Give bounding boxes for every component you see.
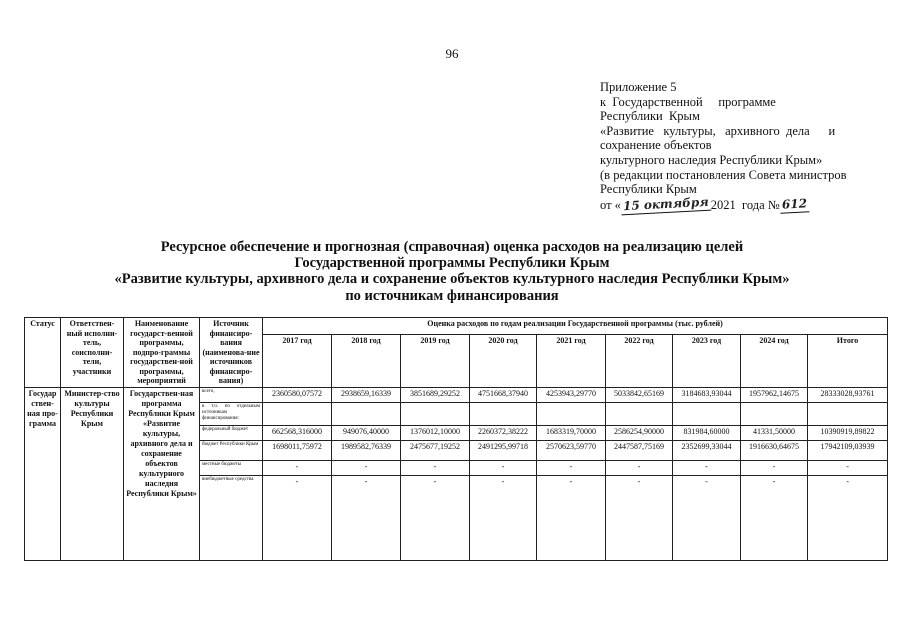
source-cell: федеральный бюджет [200, 425, 263, 440]
value-cell: 2475677,19252 [401, 440, 470, 460]
empty-cell [332, 402, 401, 425]
source-cell: бюджет Республики Крым [200, 440, 263, 460]
appendix-line: к Государственной программе [600, 94, 776, 109]
date-year: 2021 года № [710, 197, 780, 212]
header-status: Статус [25, 318, 61, 388]
source-cell: местные бюджеты [200, 460, 263, 475]
value-cell: 2360580,07572 [263, 387, 332, 402]
handwritten-number: 612 [779, 196, 809, 213]
source-cell: в т.ч. по отдельным источникам финансирования: [200, 402, 263, 425]
value-cell: 949076,40000 [332, 425, 401, 440]
header-responsible: Ответствен-ный исполни-тель, соисполни-тели, участники [61, 318, 124, 388]
empty-cell [673, 402, 741, 425]
value-cell: 831984,60000 [673, 425, 741, 440]
value-cell: 4751668,37940 [470, 387, 537, 402]
value-cell: - [470, 460, 537, 475]
value-cell: 2491295,99718 [470, 440, 537, 460]
header-year: 2019 год [401, 334, 470, 387]
value-cell: 1698011,75972 [263, 440, 332, 460]
value-cell: 10390919,89822 [808, 425, 888, 440]
header-year: 2024 год [741, 334, 808, 387]
value-cell: 28333028,93761 [808, 387, 888, 402]
appendix-line: Республики Крым [600, 182, 697, 197]
value-cell: 1989582,76339 [332, 440, 401, 460]
value-cell: 4253943,29770 [537, 387, 606, 402]
header-year: 2020 год [470, 334, 537, 387]
value-cell: - [263, 475, 332, 560]
empty-cell [470, 402, 537, 425]
value-cell: - [263, 460, 332, 475]
value-cell: - [401, 475, 470, 560]
value-cell: - [606, 460, 673, 475]
value-cell: - [741, 460, 808, 475]
value-cell: - [741, 475, 808, 560]
value-cell: - [606, 475, 673, 560]
value-cell: - [470, 475, 537, 560]
value-cell: - [332, 475, 401, 560]
value-cell: 41331,50000 [741, 425, 808, 440]
value-cell: - [808, 475, 888, 560]
value-cell: 3851689,29252 [401, 387, 470, 402]
responsible-cell: Министер-ство культуры Республики Крым [61, 387, 124, 560]
source-cell: всего, [200, 387, 263, 402]
appendix-line: (в редакции постановления Совета министров [600, 167, 847, 182]
value-cell: 1916630,64675 [741, 440, 808, 460]
page-number: 96 [445, 46, 459, 61]
value-cell: 2938659,16339 [332, 387, 401, 402]
header-row [25, 318, 888, 335]
appendix-line: «Развитие культуры, архивного дела и [600, 123, 836, 138]
empty-cell [808, 402, 888, 425]
value-cell: 1683319,70000 [537, 425, 606, 440]
header-year: 2018 год [332, 334, 401, 387]
header-estimate: Оценка расходов по годам реализации Государственной программы (тыс. рублей) [263, 318, 888, 335]
header-name: Наименование государст-венной программы, подпро-граммы государствен-ной программы, мероприятий [124, 318, 200, 388]
value-cell: - [673, 460, 741, 475]
title-line: Государственной программы Республики Крым [294, 255, 610, 272]
appendix-line: культурного наследия Республики Крым» [600, 152, 823, 167]
appendix-line: Республики Крым [600, 109, 700, 124]
header-year: 2021 год [537, 334, 606, 387]
resource-table [24, 317, 888, 561]
source-cell: внебюджетные средства [200, 475, 263, 560]
empty-cell [537, 402, 606, 425]
value-cell: - [401, 460, 470, 475]
title-line: Ресурсное обеспечение и прогнозная (справочная) оценка расходов на реализацию целей [160, 239, 744, 255]
handwritten-date: 15 октября [621, 194, 712, 214]
value-cell: 17942109,03939 [808, 440, 888, 460]
header-year: 2023 год [673, 334, 741, 387]
header-year: 2022 год [606, 334, 673, 387]
empty-cell [263, 402, 332, 425]
value-cell: 2260372,38222 [470, 425, 537, 440]
value-cell: 2447587,75169 [606, 440, 673, 460]
value-cell: 2352699,33044 [673, 440, 741, 460]
title-line: по источникам финансирования [345, 287, 559, 304]
header-source: Источник финансиро-вания (наименова-ние источников финансиро-вания) [200, 318, 263, 388]
header-year: 2017 год [263, 334, 332, 387]
value-cell: - [537, 475, 606, 560]
value-cell: 662568,316000 [263, 425, 332, 440]
value-cell: 2586254,90000 [606, 425, 673, 440]
date-prefix: от « [600, 197, 621, 212]
value-cell: - [537, 460, 606, 475]
header-total: Итого [808, 334, 888, 387]
empty-cell [606, 402, 673, 425]
program-name-cell: Государствен-ная программа Республики Крым «Развитие культуры, архивного дела и сохранение объектов культурного наследия Республики Крым» [124, 387, 200, 560]
value-cell: 5033842,65169 [606, 387, 673, 402]
value-cell: - [673, 475, 741, 560]
value-cell: - [808, 460, 888, 475]
value-cell: 1376012,10000 [401, 425, 470, 440]
title-line: «Развитие культуры, архивного дела и сохранение объектов культурного наследия Республики Крым» [114, 271, 790, 288]
value-cell: 1957962,14675 [741, 387, 808, 402]
status-cell: Государ ствен-ная про-грамма [25, 387, 61, 560]
table-row-total [25, 387, 888, 402]
appendix-block [600, 80, 870, 212]
decree-date-line [600, 194, 870, 213]
value-cell: 2570623,59770 [537, 440, 606, 460]
empty-cell [401, 402, 470, 425]
appendix-line: Приложение 5 [600, 80, 677, 94]
value-cell: - [332, 460, 401, 475]
appendix-line: сохранение объектов [600, 138, 712, 153]
empty-cell [741, 402, 808, 425]
value-cell: 3184683,93044 [673, 387, 741, 402]
document-title [0, 239, 904, 304]
